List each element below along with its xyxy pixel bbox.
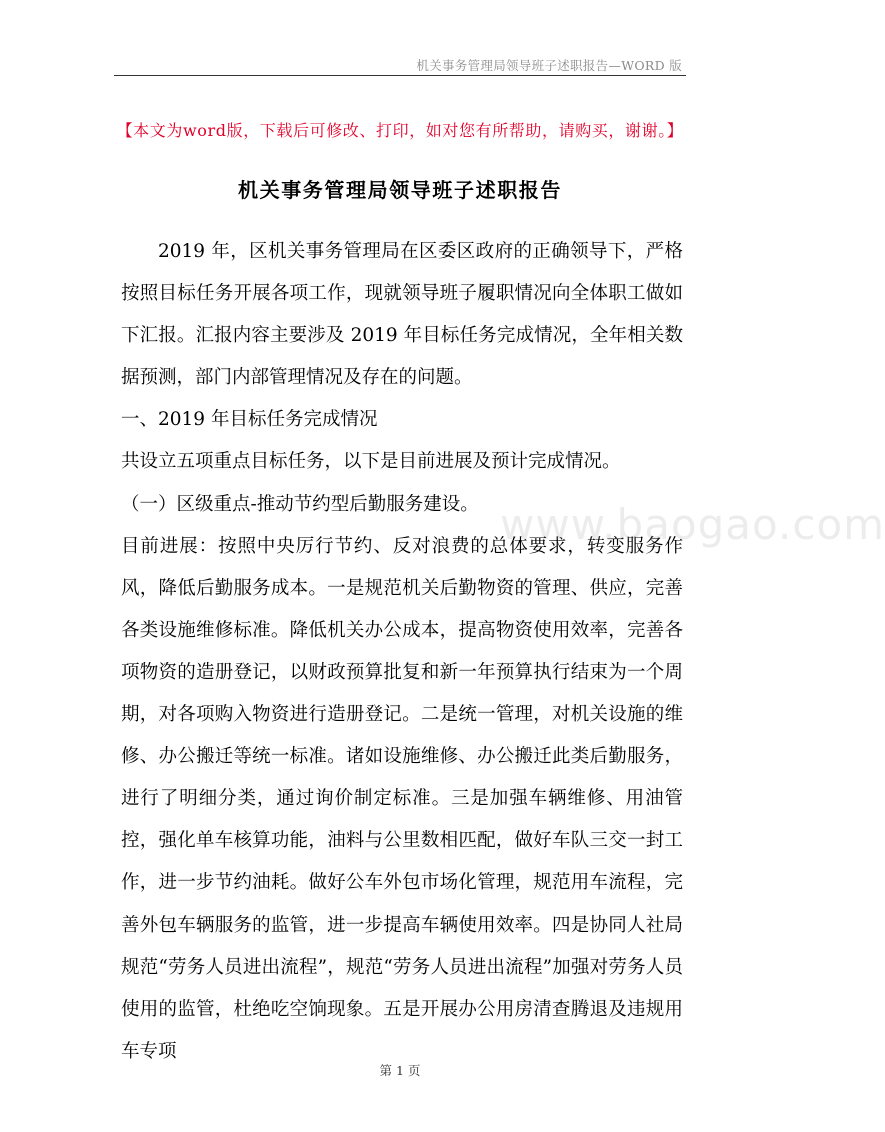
section-summary: 共设立五项重点目标任务，以下是目前进展及预计完成情况。 xyxy=(121,451,621,473)
section-heading: 一、2019 年目标任务完成情况 xyxy=(121,409,378,431)
header-divider xyxy=(114,75,686,76)
document-body xyxy=(121,231,683,1073)
intro-paragraph: 2019 年，区机关事务管理局在区委区政府的正确领导下，严格按照目标任务开展各项工作，现就领导班子履职情况向全体职工做如下汇报。汇报内容主要涉及 2019 年目标任务完成情况，全年相关数据预测，部门内部管理情况及存在的问题。 xyxy=(121,241,683,389)
progress-paragraph: 目前进展：按照中央厉行节约、反对浪费的总体要求，转变服务作风，降低后勤服务成本。一是规范机关后勤物资的管理、供应，完善各类设施维修标准。降低机关办公成本，提高物资使用效率，完善各项物资的造册登记，以财政预算批复和新一年预算执行结束为一个周期，对各项购入物资进行造册登记。二是统一管理，对机关设施的维修、办公搬迁等统一标准。诸如设施维修、办公搬迁此类后勤服务，进行了明细分类，通过询价制定标准。三是加强车辆维修、用油管控，强化单车核算功能，油料与公里数相匹配，做好车队三交一封工作，进一步节约油耗。做好公车外包市场化管理，规范用车流程，完善外包车辆服务的监管，进一步提高车辆使用效率。四是协同人社局规范“劳务人员进出流程”，规范“劳务人员进出流程”加强对劳务人员使用的监管，杜绝吃空饷现象。五是开展办公用房清查腾退及违规用车专项 xyxy=(121,535,683,1062)
download-notice: 【本文为word版，下载后可修改、打印，如对您有所帮助，请购买，谢谢。】 xyxy=(116,121,684,140)
page-number: 第 1 页 xyxy=(379,1063,421,1078)
running-header: 机关事务管理局领导班子述职报告—WORD 版 xyxy=(416,58,682,73)
document-title: 机关事务管理局领导班子述职报告 xyxy=(238,178,562,202)
watermark: www.baogao.com xyxy=(500,500,885,549)
subsection-heading: （一）区级重点-推动节约型后勤服务建设。 xyxy=(121,493,479,515)
